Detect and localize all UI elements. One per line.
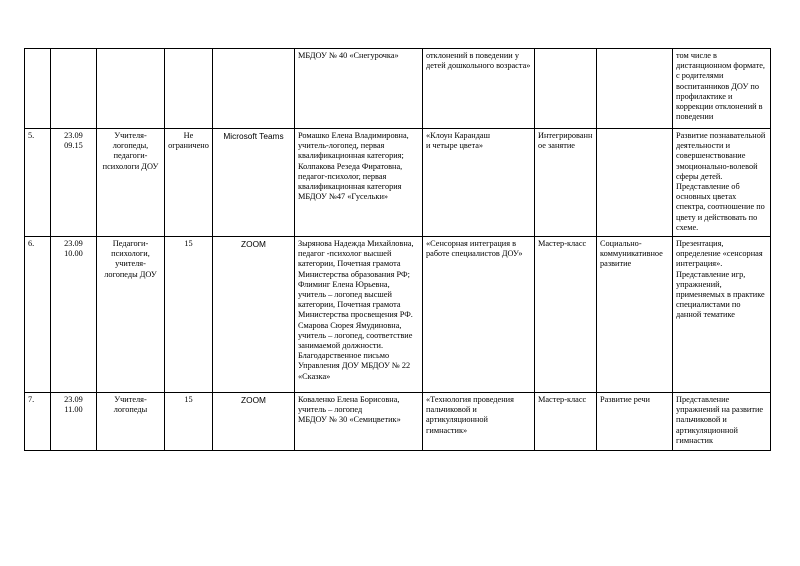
cell-speakers: Зырянова Надежда Михайловна, педагог -психолог высшей категории, Почетная грамота Министерства образования РФ; Флиминг Елена Юрьевна, учитель – логопед высшей категории, Почетная грамота Министерства просвещения РФ. Смарова Сюрея Ямудиновна, учитель – логопед, соответствие занимаемой должности. Благодарственное письмо Управления ДОУ МБДОУ № 22 «Сказка» [295,237,423,393]
cell-content: Презентация, определение «сенсорная интеграция». Представление игр, упражнений, применяемых в практике специалистами по данной тематике [673,237,771,393]
table-row [25,49,771,129]
cell-number: 6. [25,237,51,393]
cell-count: Не ограничено [165,129,213,237]
cell-area: Развитие речи [597,393,673,451]
cell-number: 5. [25,129,51,237]
cell-number: 7. [25,393,51,451]
cell-audience: Педагоги-психологи, учителя-логопеды ДОУ [97,237,165,393]
cell-area: Социально-коммуникативное развитие [597,237,673,393]
cell-content: том числе в дистанционном формате, с родителями воспитанников ДОУ по профилактике и коррекции отклонений в поведении [673,49,771,129]
cell-date: 23.09 09.15 [51,129,97,237]
cell-platform [213,49,295,129]
cell-topic: «Технология проведения пальчиковой и артикуляционной гимнастик» [423,393,535,451]
cell-form [535,49,597,129]
cell-count: 15 [165,393,213,451]
cell-form: Мастер-класс [535,237,597,393]
cell-platform: Microsoft Teams [213,129,295,237]
cell-area [597,129,673,237]
table-row [25,393,771,451]
cell-content: Представление упражнений на развитие пальчиковой и артикуляционной гимнастик [673,393,771,451]
cell-speakers: Ромашко Елена Владимировна, учитель-логопед, первая квалификационная категория; Колпакова Резеда Фиратовна, педагог-психолог, первая квалификационная категория МБДОУ №47 «Гусельки» [295,129,423,237]
table-row [25,129,771,237]
table-row [25,237,771,393]
events-table [24,48,771,451]
cell-audience: Учителя-логопеды [97,393,165,451]
cell-audience: Учителя-логопеды, педагоги-психологи ДОУ [97,129,165,237]
cell-topic: отклонений в поведении у детей дошкольного возраста» [423,49,535,129]
cell-form: Мастер-класс [535,393,597,451]
cell-number [25,49,51,129]
cell-content: Развитие познавательной деятельности и совершенствование эмоционально-волевой сферы детей. Представление об основных цветах спектра, соотношение по цвету и действовать по схеме. [673,129,771,237]
cell-date [51,49,97,129]
cell-area [597,49,673,129]
cell-date: 23.09 10.00 [51,237,97,393]
cell-form: Интегрированное занятие [535,129,597,237]
cell-date: 23.09 11.00 [51,393,97,451]
cell-platform: ZOOM [213,393,295,451]
cell-topic: «Клоун Карандаш и четыре цвета» [423,129,535,237]
cell-count [165,49,213,129]
cell-speakers: МБДОУ № 40 «Снегурочка» [295,49,423,129]
cell-audience [97,49,165,129]
cell-count: 15 [165,237,213,393]
cell-speakers: Коваленко Елена Борисовна, учитель – логопед МБДОУ № 30 «Семицветик» [295,393,423,451]
cell-topic: «Сенсорная интеграция в работе специалистов ДОУ» [423,237,535,393]
cell-platform: ZOOM [213,237,295,393]
